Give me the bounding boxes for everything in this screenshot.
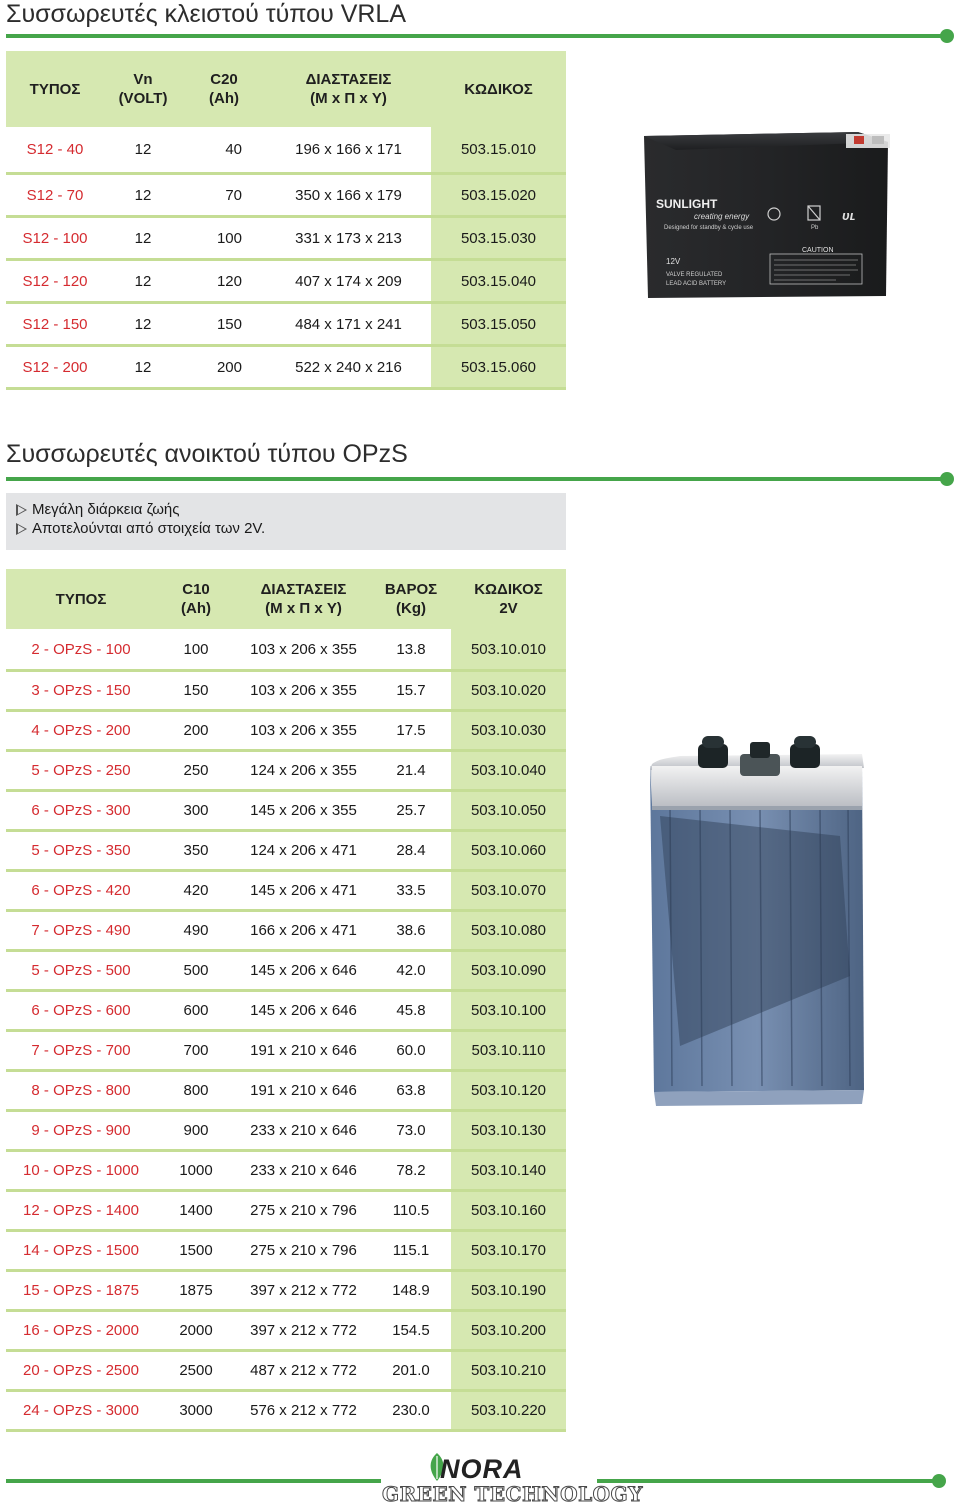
battery-caution-text: CAUTION (802, 247, 834, 254)
table-row (6, 1112, 566, 1152)
cell-capacity: 1400 (156, 1192, 236, 1232)
cell-capacity: 1500 (156, 1232, 236, 1272)
cell-type: 2 - OPzS - 100 (6, 629, 156, 672)
battery-sub-text: Designed for standby & cycle use (664, 225, 754, 231)
cell-type: 8 - OPzS - 800 (6, 1072, 156, 1112)
cell-type: 15 - OPzS - 1875 (6, 1272, 156, 1312)
cell-capacity: 300 (156, 792, 236, 832)
cell-code: 503.10.140 (451, 1152, 566, 1192)
cell-code: 503.10.210 (451, 1352, 566, 1392)
cell-weight: 154.5 (371, 1312, 451, 1352)
cell-code: 503.10.110 (451, 1032, 566, 1072)
header-dim-line1: ΔΙΑΣΤΑΣΕΙΣ (305, 71, 392, 88)
cell-weight: 148.9 (371, 1272, 451, 1312)
opzs-section-title: Συσσωρευτές ανοικτού τύπου OPzS (6, 440, 408, 468)
header-vn-line1: Vn (133, 71, 153, 88)
cell-code: 503.10.090 (451, 952, 566, 992)
cell-type: 14 - OPzS - 1500 (6, 1232, 156, 1272)
table-row (6, 629, 566, 672)
header-vn-line2: (VOLT) (118, 90, 168, 107)
table-row (6, 1072, 566, 1112)
opzs-note-text: Αποτελούνται από στοιχεία των 2V. (32, 520, 266, 537)
table-row (6, 1152, 566, 1192)
cell-code: 503.10.030 (451, 712, 566, 752)
header-code: ΚΩΔΙΚΟΣ (431, 51, 566, 127)
cell-weight: 45.8 (371, 992, 451, 1032)
table-row (6, 752, 566, 792)
vrla-section-title: Συσσωρευτές κλειστού τύπου VRLA (6, 0, 406, 28)
cell-type: 7 - OPzS - 700 (6, 1032, 156, 1072)
table-row (6, 1032, 566, 1072)
vrla-title-dot (940, 29, 954, 43)
cell-weight: 13.8 (371, 629, 451, 672)
header-code (451, 569, 566, 629)
cell-dimensions: 397 x 212 x 772 (236, 1272, 371, 1312)
cell-dimensions: 145 x 206 x 646 (236, 952, 371, 992)
header-dim-line2: (Μ x Π x Υ) (265, 600, 342, 617)
cell-type: S12 - 100 (6, 218, 104, 261)
cell-voltage: 12 (104, 304, 182, 347)
nora-logo (380, 1450, 643, 1508)
opzs-table-header (6, 569, 566, 629)
header-vn (104, 51, 182, 127)
cell-dimensions: 350 x 166 x 179 (266, 175, 431, 218)
cell-dimensions: 397 x 212 x 772 (236, 1312, 371, 1352)
header-dimensions (236, 569, 371, 629)
cell-weight: 28.4 (371, 832, 451, 872)
cell-code: 503.15.020 (431, 175, 566, 218)
cell-voltage: 12 (104, 218, 182, 261)
cell-type: 5 - OPzS - 500 (6, 952, 156, 992)
cell-code: 503.10.050 (451, 792, 566, 832)
cell-type: 5 - OPzS - 350 (6, 832, 156, 872)
cell-dimensions: 331 x 173 x 213 (266, 218, 431, 261)
cell-dimensions: 124 x 206 x 471 (236, 832, 371, 872)
cell-capacity: 100 (156, 629, 236, 672)
cell-type: 7 - OPzS - 490 (6, 912, 156, 952)
cell-voltage: 12 (104, 175, 182, 218)
cell-code: 503.15.050 (431, 304, 566, 347)
cell-voltage: 12 (104, 347, 182, 390)
cell-code: 503.15.060 (431, 347, 566, 390)
cell-weight: 25.7 (371, 792, 451, 832)
table-row (6, 912, 566, 952)
table-row (6, 992, 566, 1032)
header-c20-line1: C20 (210, 71, 238, 88)
cell-capacity: 600 (156, 992, 236, 1032)
table-row (6, 672, 566, 712)
cell-weight: 73.0 (371, 1112, 451, 1152)
cell-dimensions: 196 x 166 x 171 (266, 127, 431, 175)
table-row (6, 872, 566, 912)
battery-desc2-text: LEAD ACID BATTERY (666, 281, 727, 287)
cell-dimensions: 576 x 212 x 772 (236, 1392, 371, 1432)
logo-tagline: GREEN TECHNOLOGY (382, 1482, 643, 1506)
cell-dimensions: 191 x 210 x 646 (236, 1072, 371, 1112)
cell-code: 503.10.190 (451, 1272, 566, 1312)
cell-capacity: 1875 (156, 1272, 236, 1312)
cell-weight: 230.0 (371, 1392, 451, 1432)
cell-dimensions: 275 x 210 x 796 (236, 1192, 371, 1232)
header-dimensions (266, 51, 431, 127)
footer-dot (932, 1474, 946, 1488)
table-row (6, 304, 566, 347)
cell-code: 503.10.120 (451, 1072, 566, 1112)
cell-code: 503.15.030 (431, 218, 566, 261)
table-row (6, 1232, 566, 1272)
table-row (6, 127, 566, 175)
header-type: ΤΥΠΟΣ (6, 51, 104, 127)
cell-capacity: 250 (156, 752, 236, 792)
cell-weight: 115.1 (371, 1232, 451, 1272)
cell-dimensions: 103 x 206 x 355 (236, 629, 371, 672)
cell-weight: 21.4 (371, 752, 451, 792)
table-row (6, 1352, 566, 1392)
cell-capacity: 1000 (156, 1152, 236, 1192)
cell-weight: 78.2 (371, 1152, 451, 1192)
table-row (6, 218, 566, 261)
cell-dimensions: 484 x 171 x 241 (266, 304, 431, 347)
cell-type: S12 - 70 (6, 175, 104, 218)
header-c20 (182, 51, 266, 127)
cell-capacity: 70 (182, 175, 266, 218)
cell-capacity: 3000 (156, 1392, 236, 1432)
cell-weight: 33.5 (371, 872, 451, 912)
cell-dimensions: 145 x 206 x 471 (236, 872, 371, 912)
cell-type: 3 - OPzS - 150 (6, 672, 156, 712)
header-weight (371, 569, 451, 629)
cell-dimensions: 407 x 174 x 209 (266, 261, 431, 304)
opzs-title-dot (940, 472, 954, 486)
opzs-note (16, 519, 566, 538)
cell-capacity: 800 (156, 1072, 236, 1112)
svg-text:ᴜʟ: ᴜʟ (842, 208, 856, 223)
vrla-table-header (6, 51, 566, 127)
cell-code: 503.10.010 (451, 629, 566, 672)
opzs-note-text: Μεγάλη διάρκεια ζωής (32, 501, 180, 518)
cell-dimensions: 103 x 206 x 355 (236, 672, 371, 712)
cell-capacity: 490 (156, 912, 236, 952)
opzs-table (6, 569, 566, 1432)
cell-code: 503.10.070 (451, 872, 566, 912)
cell-dimensions: 522 x 240 x 216 (266, 347, 431, 390)
header-dim-line1: ΔΙΑΣΤΑΣΕΙΣ (260, 581, 347, 598)
cell-dimensions: 166 x 206 x 471 (236, 912, 371, 952)
battery-brand-text: SUNLIGHT (656, 197, 718, 211)
cell-dimensions: 103 x 206 x 355 (236, 712, 371, 752)
cell-dimensions: 233 x 210 x 646 (236, 1112, 371, 1152)
cell-code: 503.10.080 (451, 912, 566, 952)
cell-dimensions: 145 x 206 x 355 (236, 792, 371, 832)
header-weight-line2: (Kg) (396, 600, 426, 617)
cell-code: 503.15.040 (431, 261, 566, 304)
cell-type: 5 - OPzS - 250 (6, 752, 156, 792)
cell-code: 503.15.010 (431, 127, 566, 175)
vrla-table (6, 51, 566, 390)
cell-capacity: 500 (156, 952, 236, 992)
cell-type: 6 - OPzS - 600 (6, 992, 156, 1032)
cell-code: 503.10.040 (451, 752, 566, 792)
cell-type: 16 - OPzS - 2000 (6, 1312, 156, 1352)
cell-capacity: 900 (156, 1112, 236, 1152)
cell-type: 6 - OPzS - 300 (6, 792, 156, 832)
cell-code: 503.10.200 (451, 1312, 566, 1352)
cell-capacity: 200 (182, 347, 266, 390)
cell-capacity: 150 (156, 672, 236, 712)
cell-type: S12 - 40 (6, 127, 104, 175)
opzs-note (16, 500, 566, 519)
triangle-bullet-icon (16, 523, 27, 535)
cell-voltage: 12 (104, 261, 182, 304)
table-row (6, 261, 566, 304)
footer-line-left (6, 1479, 381, 1483)
cell-code: 503.10.220 (451, 1392, 566, 1432)
cell-type: 12 - OPzS - 1400 (6, 1192, 156, 1232)
header-weight-line1: ΒΑΡΟΣ (384, 581, 438, 598)
cell-capacity: 2000 (156, 1312, 236, 1352)
cell-dimensions: 145 x 206 x 646 (236, 992, 371, 1032)
cell-code: 503.10.130 (451, 1112, 566, 1152)
cell-weight: 17.5 (371, 712, 451, 752)
logo-brand: NORA (440, 1454, 524, 1484)
header-c10-line2: (Ah) (181, 600, 211, 617)
cell-capacity: 200 (156, 712, 236, 752)
footer-line-right (597, 1479, 940, 1483)
cell-weight: 42.0 (371, 952, 451, 992)
cell-weight: 15.7 (371, 672, 451, 712)
cell-code: 503.10.100 (451, 992, 566, 1032)
table-row (6, 832, 566, 872)
cell-dimensions: 191 x 210 x 646 (236, 1032, 371, 1072)
table-row (6, 175, 566, 218)
cell-capacity: 100 (182, 218, 266, 261)
table-row (6, 712, 566, 752)
header-dim-line2: (Μ x Π x Υ) (310, 90, 387, 107)
opzs-battery-image (640, 706, 870, 1111)
cell-code: 503.10.160 (451, 1192, 566, 1232)
cell-code: 503.10.020 (451, 672, 566, 712)
cell-code: 503.10.060 (451, 832, 566, 872)
cell-dimensions: 233 x 210 x 646 (236, 1152, 371, 1192)
battery-pb-text: Pb (811, 225, 819, 231)
battery-desc1-text: VALVE REGULATED (666, 272, 723, 278)
header-code-line1: ΚΩΔΙΚΟΣ (474, 581, 543, 598)
vrla-title-underline (6, 34, 948, 38)
cell-weight: 201.0 (371, 1352, 451, 1392)
vrla-battery-image (636, 128, 892, 304)
cell-capacity: 700 (156, 1032, 236, 1072)
cell-capacity: 120 (182, 261, 266, 304)
cell-type: 20 - OPzS - 2500 (6, 1352, 156, 1392)
triangle-bullet-icon (16, 504, 27, 516)
cell-type: 6 - OPzS - 420 (6, 872, 156, 912)
cell-capacity: 420 (156, 872, 236, 912)
table-row (6, 952, 566, 992)
opzs-notes-box (6, 493, 566, 550)
cell-dimensions: 124 x 206 x 355 (236, 752, 371, 792)
table-row (6, 1312, 566, 1352)
cell-code: 503.10.170 (451, 1232, 566, 1272)
table-row (6, 1392, 566, 1432)
header-type: ΤΥΠΟΣ (6, 569, 156, 629)
cell-type: 10 - OPzS - 1000 (6, 1152, 156, 1192)
opzs-title-underline (6, 477, 948, 481)
cell-capacity: 150 (182, 304, 266, 347)
cell-type: S12 - 200 (6, 347, 104, 390)
cell-weight: 60.0 (371, 1032, 451, 1072)
battery-slogan-text: creating energy (694, 212, 750, 221)
table-row (6, 1192, 566, 1232)
cell-type: 9 - OPzS - 900 (6, 1112, 156, 1152)
cell-dimensions: 275 x 210 x 796 (236, 1232, 371, 1272)
header-code-line2: 2V (499, 600, 518, 617)
header-c10 (156, 569, 236, 629)
cell-capacity: 40 (182, 127, 266, 175)
cell-weight: 110.5 (371, 1192, 451, 1232)
cell-dimensions: 487 x 212 x 772 (236, 1352, 371, 1392)
cell-type: S12 - 150 (6, 304, 104, 347)
table-row (6, 1272, 566, 1312)
battery-voltage-text: 12V (666, 257, 681, 266)
cell-weight: 38.6 (371, 912, 451, 952)
header-c20-line2: (Ah) (209, 90, 239, 107)
cell-type: 24 - OPzS - 3000 (6, 1392, 156, 1432)
table-row (6, 792, 566, 832)
table-row (6, 347, 566, 390)
header-c10-line1: C10 (182, 581, 210, 598)
cell-capacity: 2500 (156, 1352, 236, 1392)
cell-type: 4 - OPzS - 200 (6, 712, 156, 752)
cell-weight: 63.8 (371, 1072, 451, 1112)
cell-voltage: 12 (104, 127, 182, 175)
cell-capacity: 350 (156, 832, 236, 872)
cell-type: S12 - 120 (6, 261, 104, 304)
